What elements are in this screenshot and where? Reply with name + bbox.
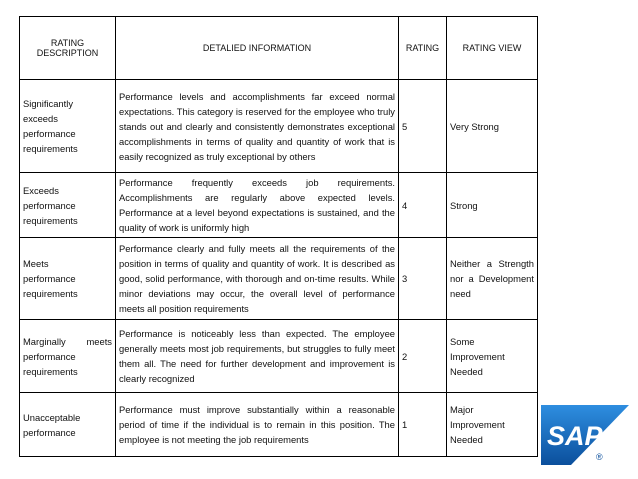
table-row xyxy=(20,393,538,457)
table-row xyxy=(20,238,538,320)
sap-logo-text: SAP xyxy=(547,421,603,451)
header-info: DETALIED INFORMATION xyxy=(116,17,399,80)
row-view: Very Strong xyxy=(447,80,538,173)
row-description: Meets performance requirements xyxy=(20,238,116,320)
row-info: Performance must improve substantially within a reasonable period of time if the individual is to remain in this position. The employee is not meeting the job requirements xyxy=(116,393,399,457)
row-description: Marginally meets performance requirements xyxy=(20,320,116,393)
row-rating: 5 xyxy=(399,80,447,173)
header-rating: RATING xyxy=(399,17,447,80)
row-info: Performance is noticeably less than expected. The employee generally meets most job requirements, but struggles to fully meet them all. The need for further development and improvement is clearly recognized xyxy=(116,320,399,393)
row-rating: 1 xyxy=(399,393,447,457)
table-row xyxy=(20,80,538,173)
sap-logo-registered: ® xyxy=(596,452,603,462)
row-description: Exceeds performance requirements xyxy=(20,173,116,238)
row-info: Performance frequently exceeds job requirements. Accomplishments are regularly above expected levels. Performance at a level beyond expectations is sustained, and the quality of work is uniformly high xyxy=(116,173,399,238)
row-view: Neither a Strength nor a Development need xyxy=(447,238,538,320)
row-view: Strong xyxy=(447,173,538,238)
row-view: Major Improvement Needed xyxy=(447,393,538,457)
table-row xyxy=(20,173,538,238)
header-view: RATING VIEW xyxy=(447,17,538,80)
row-info: Performance levels and accomplishments far exceed normal expectations. This category is reserved for the employee who truly stands out and clearly and consistently demonstrates exceptional accomplishments in terms of quality and quantity of work that is easily recognized as truly exceptional by others xyxy=(116,80,399,173)
row-rating: 3 xyxy=(399,238,447,320)
row-view: Some Improvement Needed xyxy=(447,320,538,393)
rating-table xyxy=(19,16,538,457)
header-row xyxy=(20,17,538,80)
row-info: Performance clearly and fully meets all the requirements of the position in terms of quality and quantity of work. It is described as good, solid performance, with thorough and on-time results. While minor deviations may occur, the overall level of performance meets all position requirements xyxy=(116,238,399,320)
header-description: RATING DESCRIPTION xyxy=(20,17,116,80)
row-description: Unacceptable performance xyxy=(20,393,116,457)
row-rating: 4 xyxy=(399,173,447,238)
row-description: Significantly exceeds performance requirements xyxy=(20,80,116,173)
row-rating: 2 xyxy=(399,320,447,393)
table-row xyxy=(20,320,538,393)
sap-logo xyxy=(541,405,629,465)
